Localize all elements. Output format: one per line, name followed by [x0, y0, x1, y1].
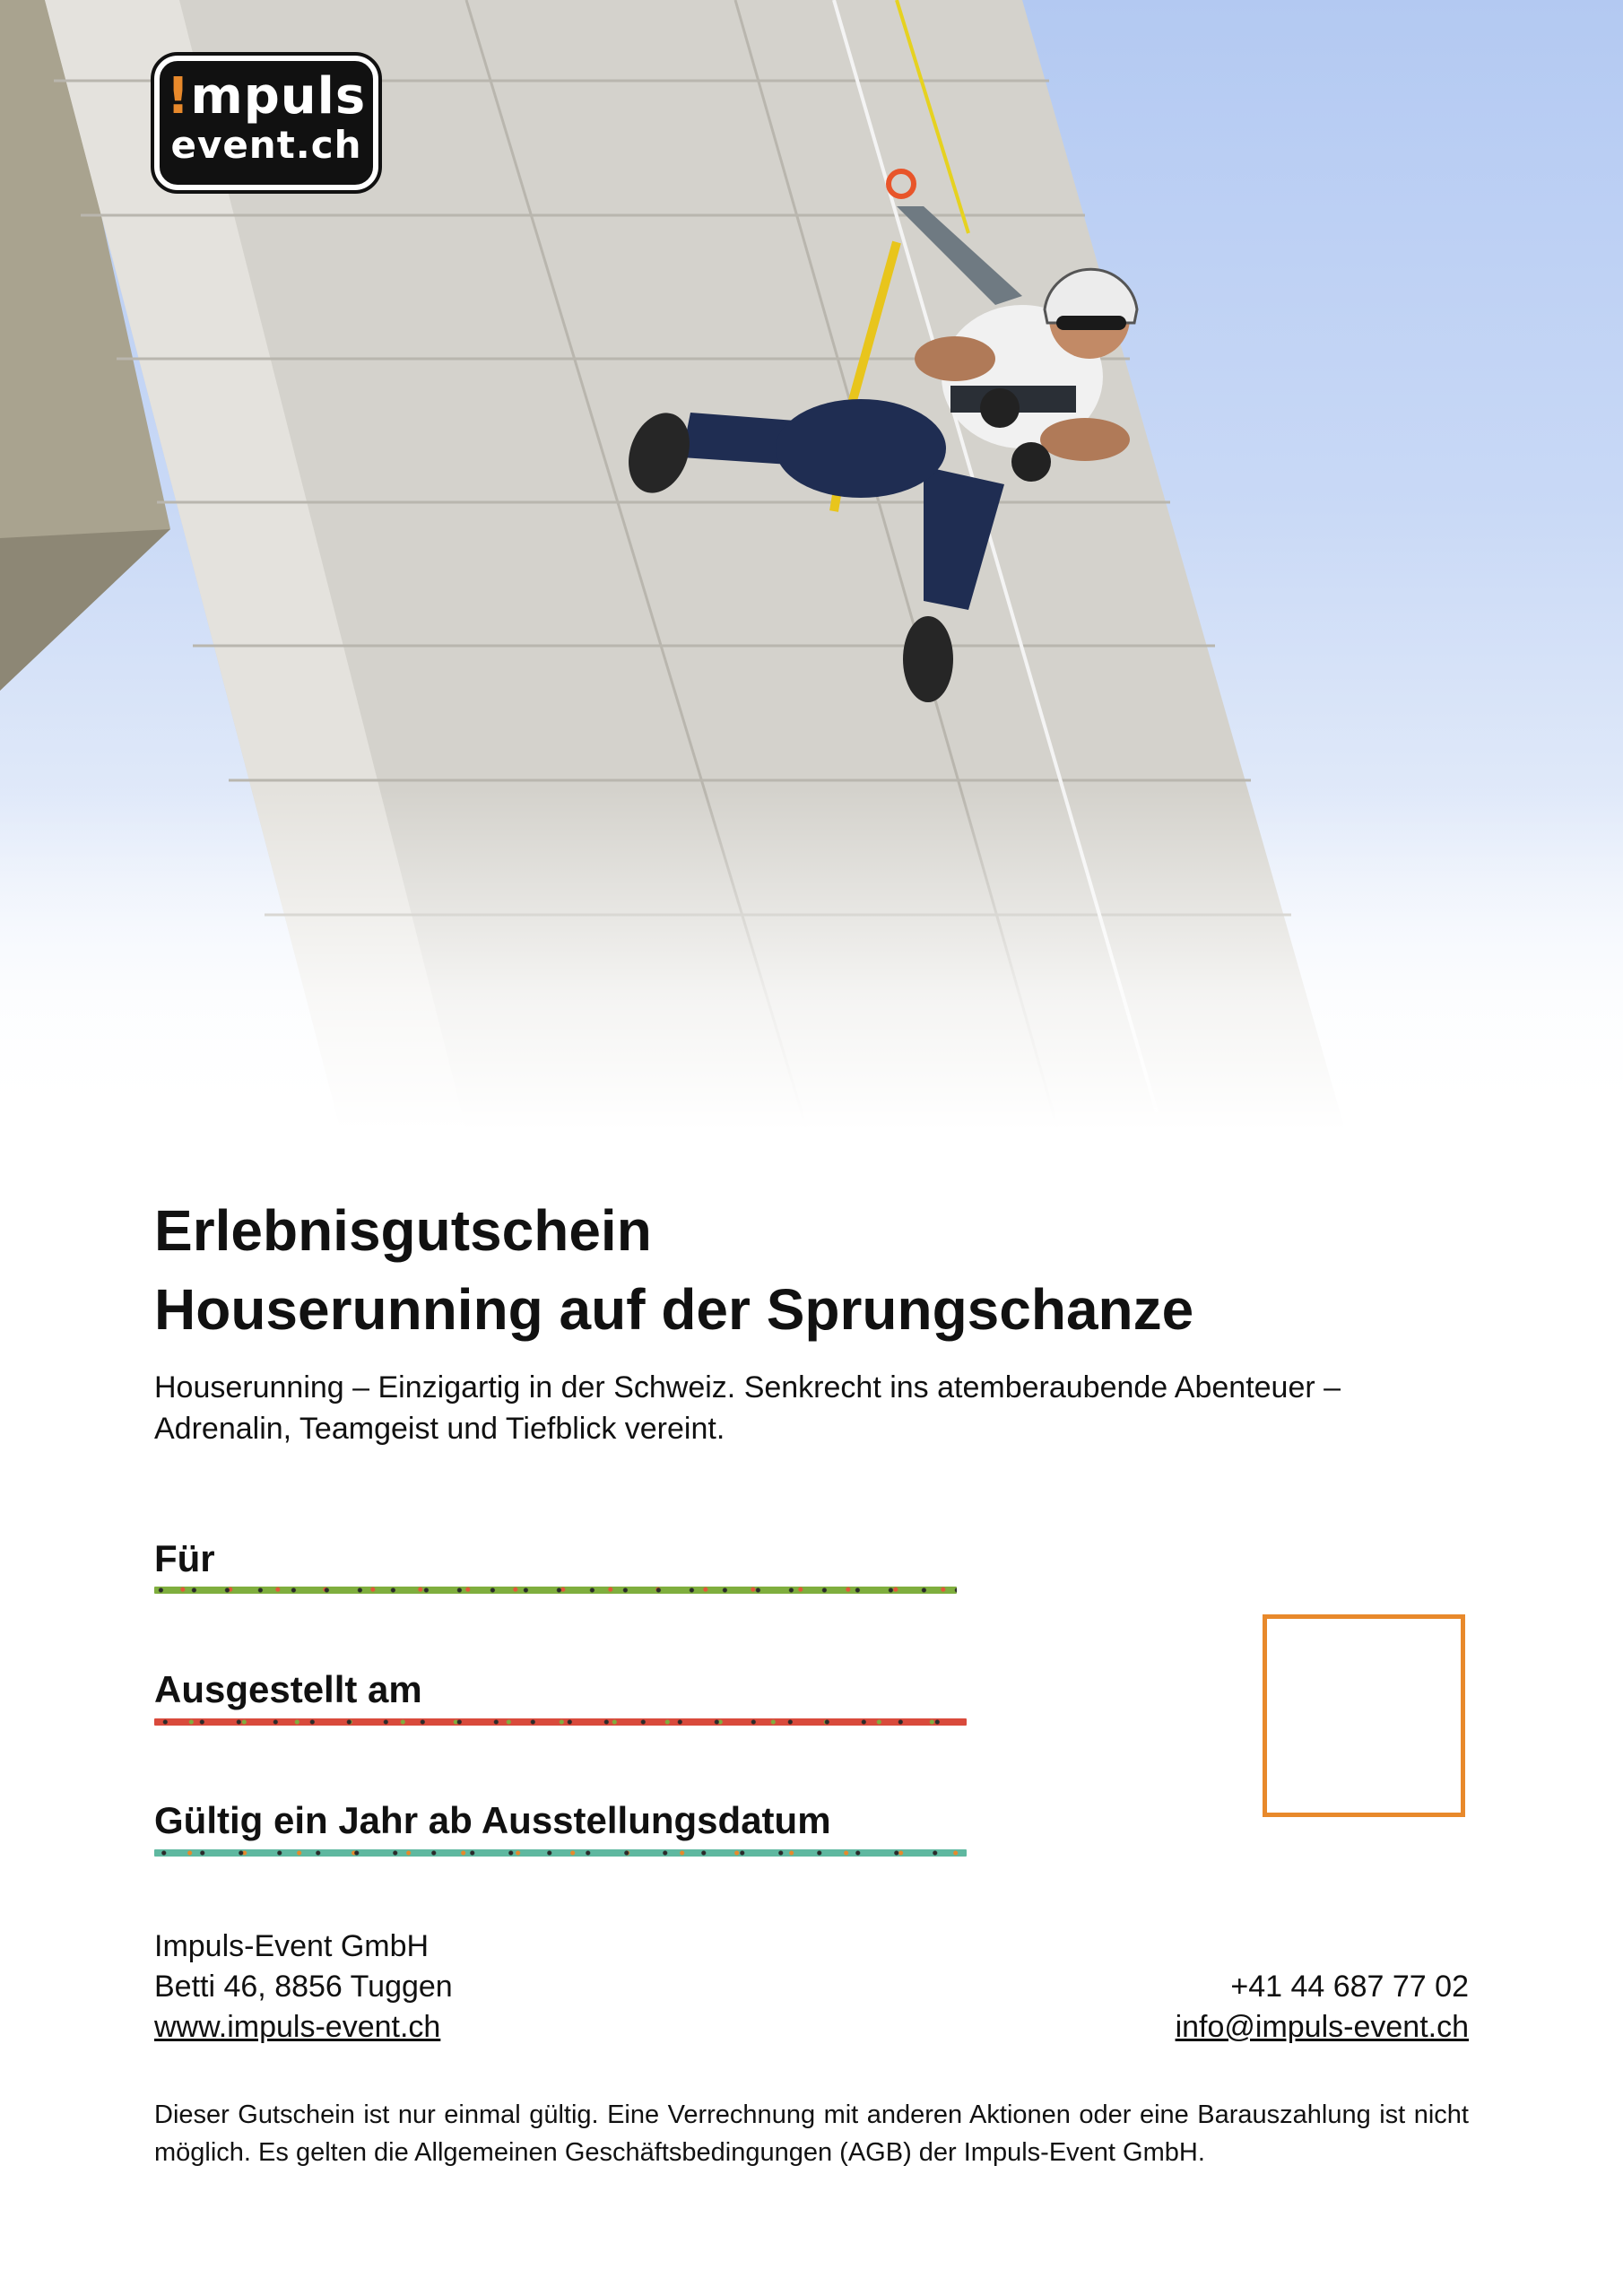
field-label-gueltig: Gültig ein Jahr ab Ausstellungsdatum [154, 1799, 831, 1841]
company-name: Impuls-Event GmbH [154, 1929, 430, 1963]
person-shorts [776, 399, 946, 498]
contact-right-block [1176, 1967, 1469, 2048]
website-link[interactable]: www.impuls-event.ch [154, 2010, 441, 2044]
company-address: Betti 46, 8856 Tuggen [154, 1970, 453, 2004]
glove-left [980, 388, 1020, 428]
field-label-fuer: Für [154, 1537, 215, 1579]
title-line-1: Erlebnisgutschein [154, 1198, 652, 1263]
logo-top-line [160, 67, 373, 126]
left-structure-shadow [0, 529, 170, 691]
field-line-gueltig[interactable] [154, 1849, 967, 1857]
field-line-ausgestellt[interactable] [154, 1718, 967, 1726]
intro-text: Houserunning – Einzigartig in der Schweiz. Senkrecht ins atemberaubende Abenteuer – Adrenalin, Teamgeist und Tiefblick vereint. [154, 1370, 1341, 1446]
field-line-fuer[interactable] [154, 1587, 957, 1594]
email-link[interactable]: info@impuls-event.ch [1175, 2010, 1469, 2044]
glove-right [1011, 442, 1051, 482]
contact-left-block [154, 1926, 453, 2048]
field-label-ausgestellt: Ausgestellt am [154, 1668, 422, 1710]
impuls-event-logo[interactable] [154, 56, 378, 190]
stamp-box [1263, 1614, 1465, 1817]
shoe-front [903, 616, 953, 702]
goggles [1056, 316, 1126, 330]
phone-number: +41 44 687 77 02 [1230, 1970, 1469, 2004]
logo-impuls-text: mpuls [190, 67, 367, 126]
hero-fade-overlay [0, 789, 1623, 1130]
title-line-2: Houserunning auf der Sprungschanze [154, 1277, 1194, 1342]
person-arm-right [1040, 418, 1130, 461]
logo-event-ch-text: event.ch [170, 123, 362, 167]
voucher-title [154, 1191, 1193, 1349]
disclaimer-text: Dieser Gutschein ist nur einmal gültig. Eine Verrechnung mit anderen Aktionen oder eine Barauszahlung ist nicht möglich. Es gelten die Allgemeinen Geschäftsbedingungen (AGB) der Impuls-Event GmbH. [154, 2100, 1469, 2167]
person-arm-left [915, 336, 995, 381]
logo-exclamation-mark: ! [166, 67, 191, 126]
